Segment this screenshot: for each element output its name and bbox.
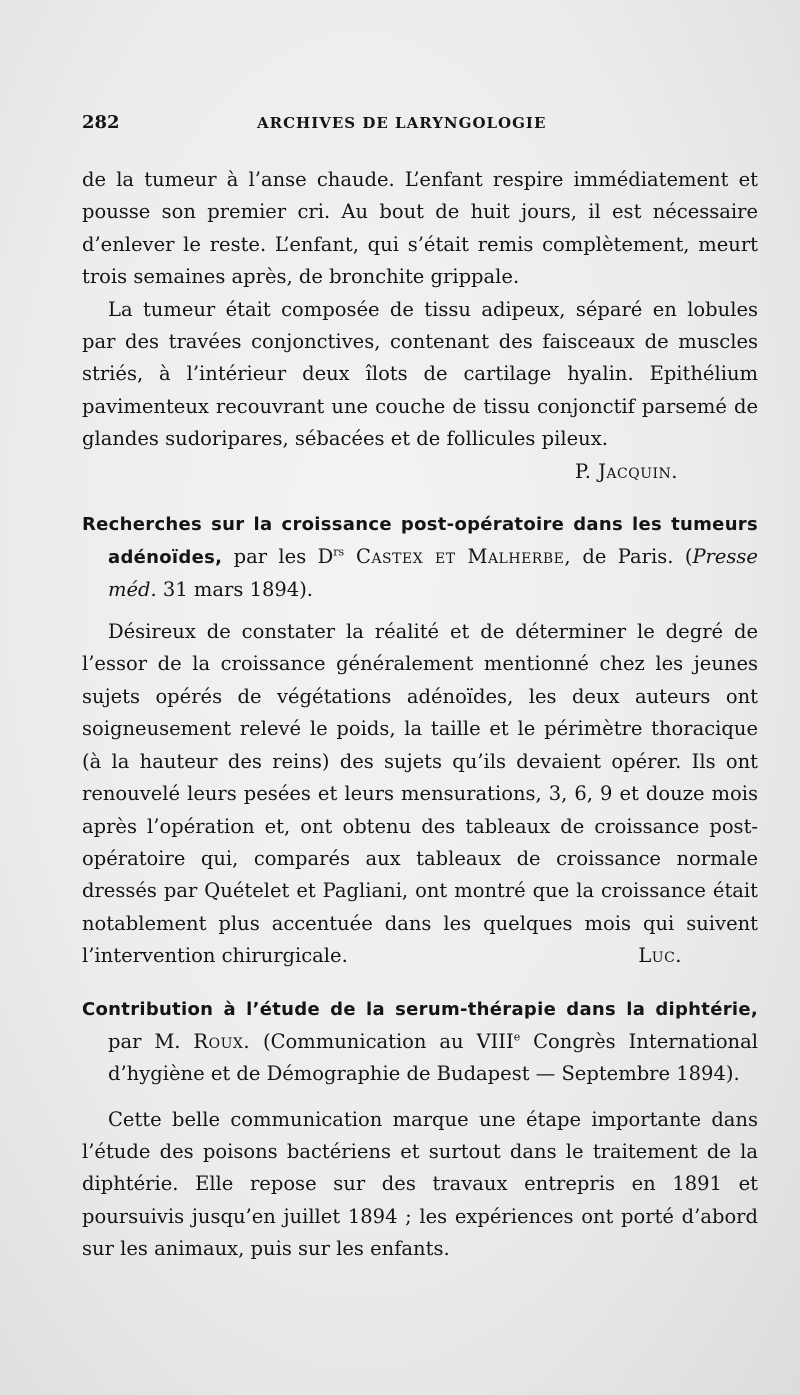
signature-jacquin: P. Jacquin. — [575, 459, 678, 483]
entry-sup: e — [513, 1030, 521, 1044]
entry-source: Presse méd. — [108, 545, 758, 602]
entry-by: par M. — [108, 1029, 194, 1053]
page-body — [82, 164, 758, 1266]
entry-heading — [82, 993, 758, 1090]
paragraph-continuation: de la tumeur à l’anse chaude. L’enfant respire immédiatement et pousse son premier cri. Au bout de huit jours, il est nécessaire d’enlever le reste. L’enfant, qui s’était remis complètement, meurt trois semaines après, de bronchite grippale. — [82, 168, 758, 289]
entry-title: Contribution à l’étude de la serum-thérapie dans la diphtérie, — [82, 998, 758, 1020]
signature-luc: Luc. — [638, 944, 682, 968]
entry-text: Cette belle communication marque une étape importante dans l’étude des poisons bactériens et surtout dans le traitement de la diphtérie. Elle repose sur des travaux entrepris en 1891 et poursuivis jusqu’en juillet 1894 ; les expériences ont porté d’abord sur les animaux, puis sur les enfants. — [82, 1107, 758, 1261]
entry-authors: Castex et Malherbe, — [344, 545, 572, 569]
entry-sup: rs — [333, 545, 345, 559]
page-number: 282 — [82, 112, 120, 133]
entry-title: Recherches sur la croissance post-opératoire dans les tumeurs adénoïdes, — [82, 514, 758, 569]
entry-rest2: Congrès International d’hygiène et de Démographie de Budapest — Septembre 1894). — [108, 1029, 758, 1085]
entry-date: 31 mars 1894). — [156, 578, 314, 602]
review-entry-roux — [82, 993, 758, 1266]
entry-text: Désireux de constater la réalité et de déterminer le degré de l’essor de la croissance généralement mentionné chez les jeunes sujets opérés de végétations adénoïdes, les deux auteurs ont soigneusement relevé le poids, la taille et le périmètre thoracique (à la hauteur des reins) des sujets qu’ils devaient opérer. Ils ont renouvelé leurs pesées et leurs mensurations, 3, 6, 9 et douze mois après l’opération et, ont obtenu des tableaux de croissance post-opératoire qui, comparés aux tableaux de croissance normale dressés par Quételet et Pagliani, ont montré que la croissance était notablement plus accentuée dans les quelques mois qui suivent l’intervention chirurgicale. — [82, 620, 758, 968]
entry-rest: (Communication au VIII — [250, 1029, 514, 1053]
entry-heading — [82, 508, 758, 606]
review-entry-castex — [82, 508, 758, 972]
running-title: ARCHIVES DE LARYNGOLOGIE — [257, 114, 547, 132]
entry-place: de Paris. ( — [571, 545, 693, 569]
entry-by: par les D — [222, 545, 334, 569]
entry-author: Roux. — [193, 1029, 251, 1053]
paragraph-tumour-description: La tumeur était composée de tissu adipeux, séparé en lobules par des travées conjonctives, contenant des faisceaux de muscles striés, à l’intérieur deux îlots de cartilage hyalin. Epithélium pavimenteux recouvrant une couche de tissu conjonctif parsemé de glandes sudoripares, sébacées et de follicules pileux. — [82, 297, 758, 451]
